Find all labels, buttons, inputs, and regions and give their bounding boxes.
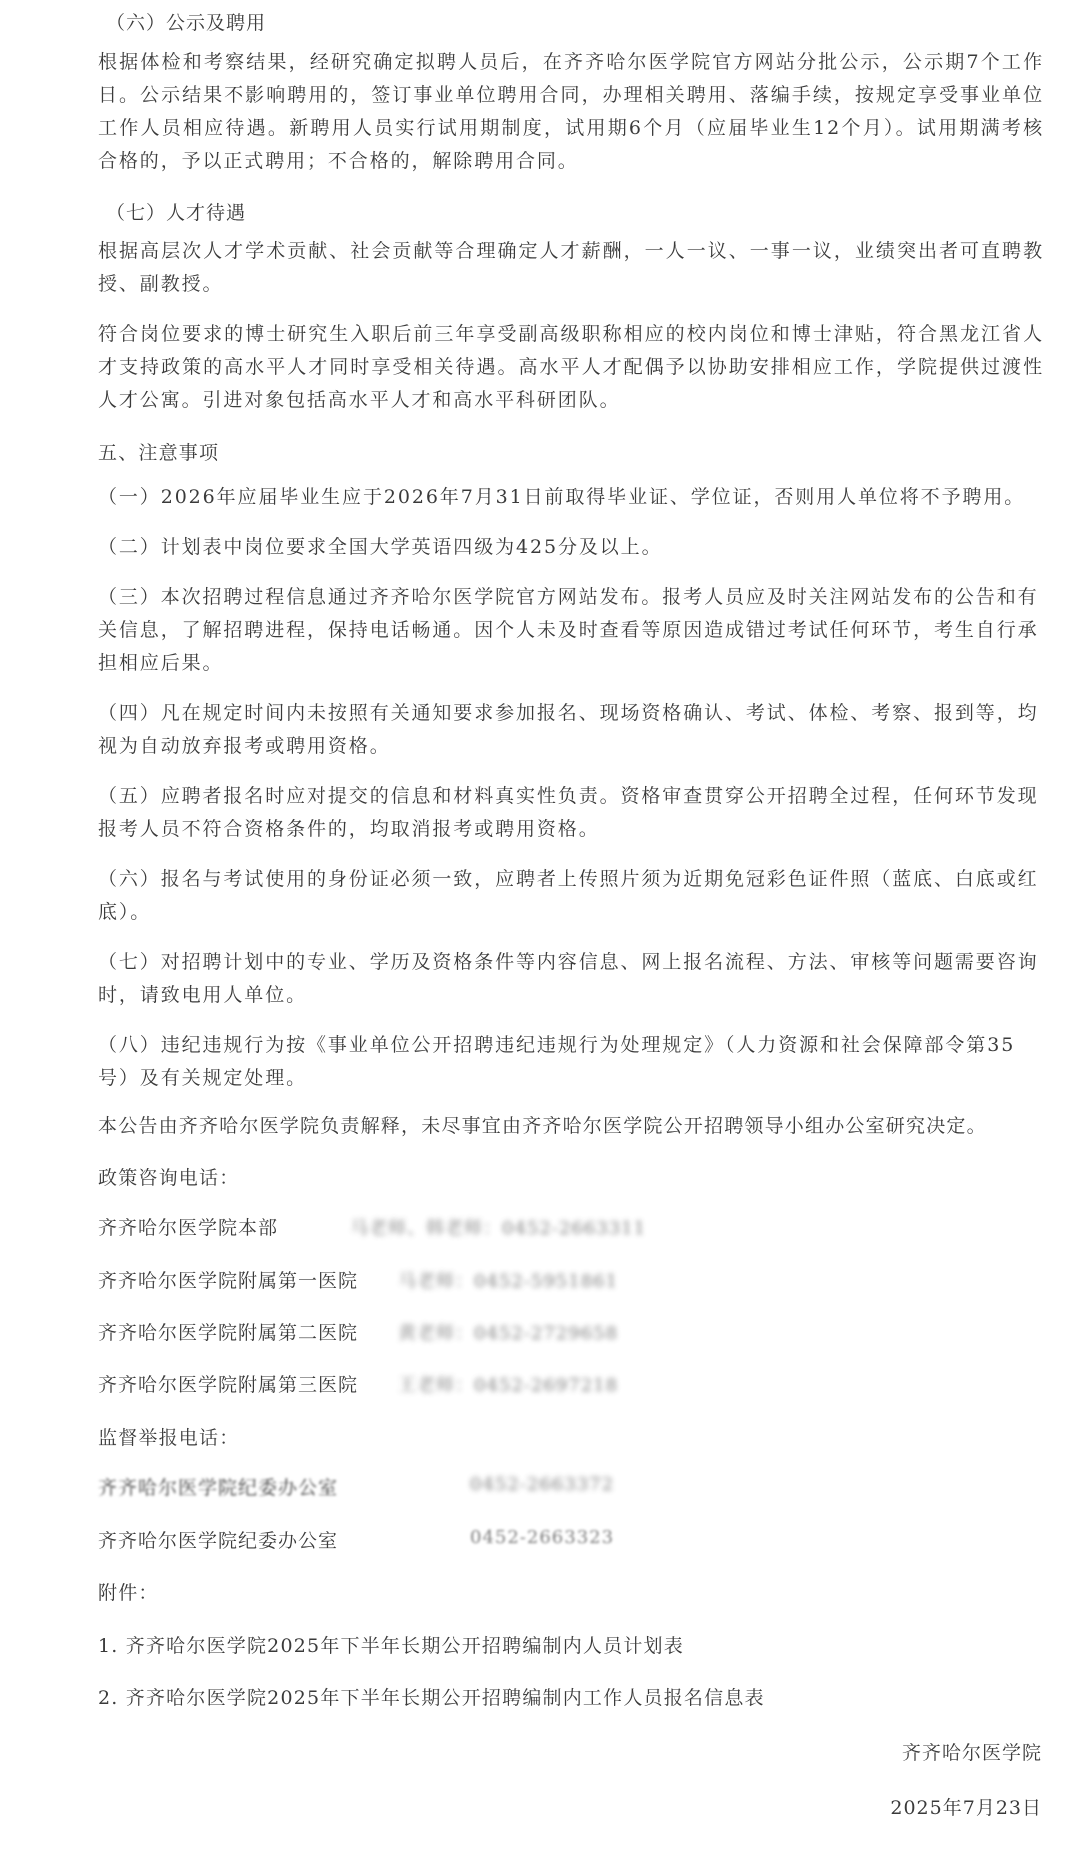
note-item-7: （七）对招聘计划中的专业、学历及资格条件等内容信息、网上报名流程、方法、审核等问题需要咨询时，请致电用人单位。 [98,951,1039,1006]
section-heading-publicity: （六）公示及聘用 [106,12,267,34]
notes-heading: 五、注意事项 [98,442,220,464]
closing-statement: 本公告由齐齐哈尔医学院负责解释，未尽事宜由齐齐哈尔医学院公开招聘领导小组办公室研究决定。 [98,1115,987,1137]
paragraph-talent-salary: 根据高层次人才学术贡献、社会贡献等合理确定人才薪酬，一人一议、一事一议，业绩突出者可直聘教授、副教授。 [98,240,1044,295]
note-item-8: （八）违纪违规行为按《事业单位公开招聘违纪违规行为处理规定》（人力资源和社会保障部令第35号）及有关规定处理。 [98,1034,1016,1089]
contact-phone-hospital-3: 王老师：0452-2697218 [398,1375,619,1396]
note-item-1: （一）2026年应届毕业生应于2026年7月31日前取得毕业证、学位证，否则用人单位将不予聘用。 [98,486,1026,508]
supervision-contacts-heading: 监督举报电话： [98,1427,240,1449]
section-heading-talent-benefits: （七）人才待遇 [106,202,247,224]
attachment-item-1: 1. 齐齐哈尔医学院2025年下半年长期公开招聘编制内人员计划表 [98,1635,684,1657]
policy-contacts-heading: 政策咨询电话： [98,1167,240,1189]
contact-phone-hospital-1: 马老师：0452-5951861 [398,1271,619,1292]
signature-date: 2025年7月23日 [890,1797,1042,1819]
attachment-item-2: 2. 齐齐哈尔医学院2025年下半年长期公开招聘编制内工作人员报名信息表 [98,1687,765,1709]
supervision-org-2: 齐齐哈尔医学院纪委办公室 [98,1530,339,1552]
note-item-2: （二）计划表中岗位要求全国大学英语四级为425分及以上。 [98,536,663,558]
note-item-3: （三）本次招聘过程信息通过齐齐哈尔医学院官方网站发布。报考人员应及时关注网站发布的公告和有关信息，了解招聘进程，保持电话畅通。因个人未及时查看等原因造成错过考试任何环节，考生自行承担相应后果。 [98,586,1039,674]
contact-org-hospital-3: 齐齐哈尔医学院附属第三医院 [98,1374,359,1396]
contact-phone-hospital-2: 黄老师：0452-2729658 [398,1323,619,1344]
contact-org-hospital-1: 齐齐哈尔医学院附属第一医院 [98,1270,359,1292]
supervision-org-1: 齐齐哈尔医学院纪委办公室 [98,1477,339,1499]
supervision-phone-1: 0452-2663372 [470,1474,615,1495]
signature-org: 齐齐哈尔医学院 [901,1742,1042,1764]
contact-org-main-campus: 齐齐哈尔医学院本部 [98,1217,279,1239]
paragraph-publicity: 根据体检和考察结果，经研究确定拟聘人员后，在齐齐哈尔医学院官方网站分批公示，公示期7个工作日。公示结果不影响聘用的，签订事业单位聘用合同，办理相关聘用、落编手续，按规定享受事业单位工作人员相应待遇。新聘用人员实行试用期制度，试用期6个月（应届毕业生12个月）。试用期满考核合格的，予以正式聘用；不合格的，解除聘用合同。 [98,51,1044,172]
paragraph-doctoral-benefits: 符合岗位要求的博士研究生入职后前三年享受副高级职称相应的校内岗位和博士津贴，符合黑龙江省人才支持政策的高水平人才同时享受相关待遇。高水平人才配偶予以协助安排相应工作，学院提供过渡性人才公寓。引进对象包括高水平人才和高水平科研团队。 [98,323,1044,411]
attachments-heading: 附件： [98,1582,159,1604]
note-item-6: （六）报名与考试使用的身份证必须一致，应聘者上传照片须为近期免冠彩色证件照（蓝底、白底或红底）。 [98,868,1039,923]
note-item-4: （四）凡在规定时间内未按照有关通知要求参加报名、现场资格确认、考试、体检、考察、报到等，均视为自动放弃报考或聘用资格。 [98,702,1039,757]
supervision-phone-2: 0452-2663323 [470,1527,615,1548]
note-item-5: （五）应聘者报名时应对提交的信息和材料真实性负责。资格审查贯穿公开招聘全过程，任何环节发现报考人员不符合资格条件的，均取消报考或聘用资格。 [98,785,1039,840]
contact-phone-main-campus: 马老师、韩老师：0452-2663311 [350,1218,647,1239]
contact-org-hospital-2: 齐齐哈尔医学院附属第二医院 [98,1322,359,1344]
